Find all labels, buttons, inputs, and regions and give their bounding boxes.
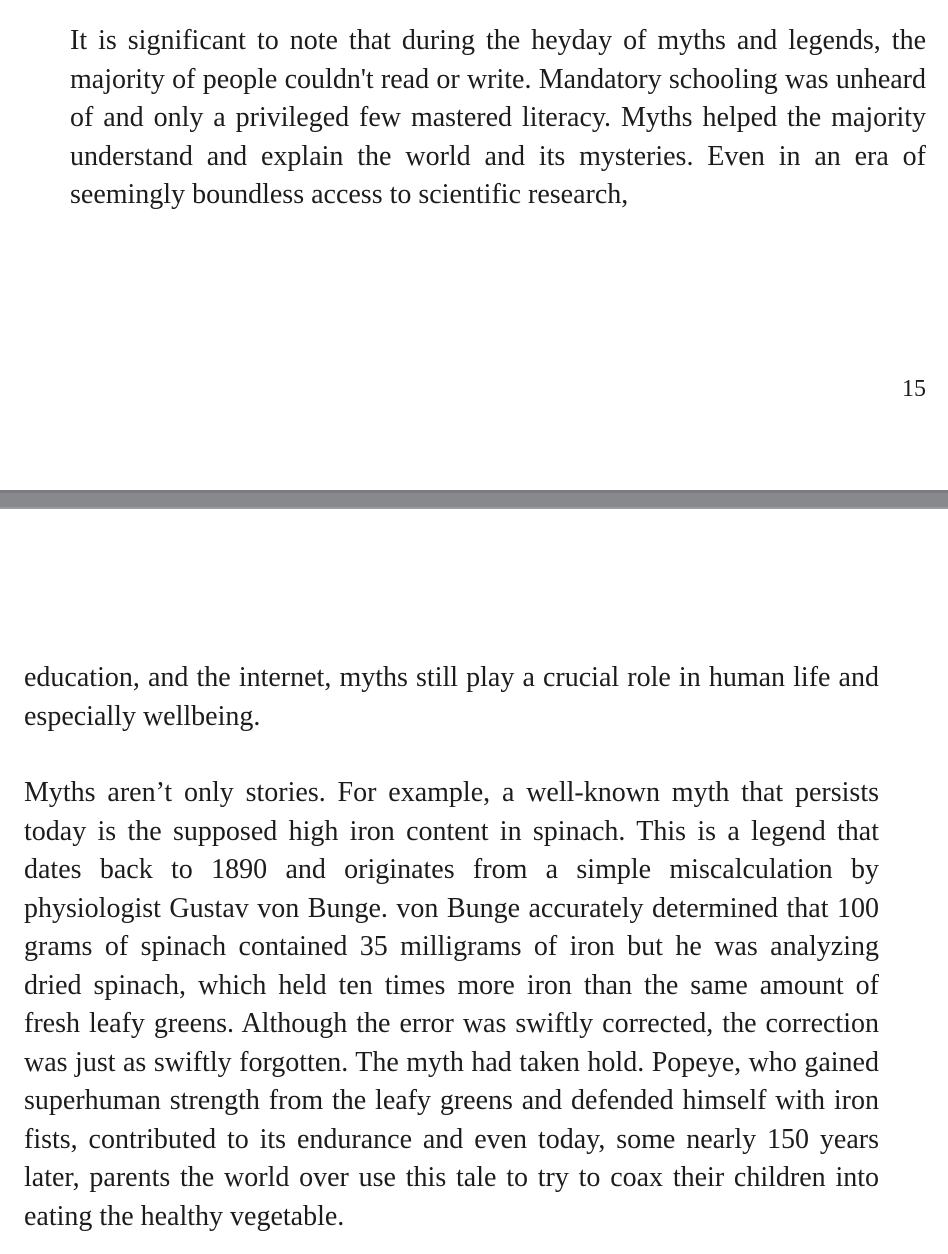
body-paragraph-spinach-myth: Myths aren’t only stories. For example, a well-known myth that persists today is the supposed high iron content in spinach. This is a legend that dates back to 1890 and originates from a simple miscalculation by physiologist Gustav von Bunge. von Bunge accurately determined that 100 grams of spinach contained 35 milligrams of iron but he was analyzing dried spinach, which held ten times more iron than the same amount of fresh leafy greens. Although the error was swiftly corrected, the correction was just as swiftly forgotten. The myth had taken hold. Popeye, who gained superhuman strength from the leafy greens and defended himself with iron fists, contributed to its endurance and even today, some nearly 150 years later, parents the world over use this tale to try to coax their children into eating the healthy vegetable. [24, 777, 879, 1232]
body-paragraph-continuation: education, and the internet, myths still play a crucial role in human life and especially wellbeing. [24, 662, 879, 732]
page-16 [0, 509, 948, 1254]
page-break-divider [0, 490, 948, 509]
page-15 [0, 0, 948, 490]
body-paragraph-top: It is significant to note that during the heyday of myths and legends, the majority of people couldn't read or write. Mandatory schooling was unheard of and only a privileged few mastered literacy. Myths helped the majority understand and explain the world and its mysteries. Even in an era of seemingly boundless access to scientific research, [70, 25, 926, 210]
page-number: 15 [902, 376, 926, 402]
divider-edge [0, 490, 948, 493]
